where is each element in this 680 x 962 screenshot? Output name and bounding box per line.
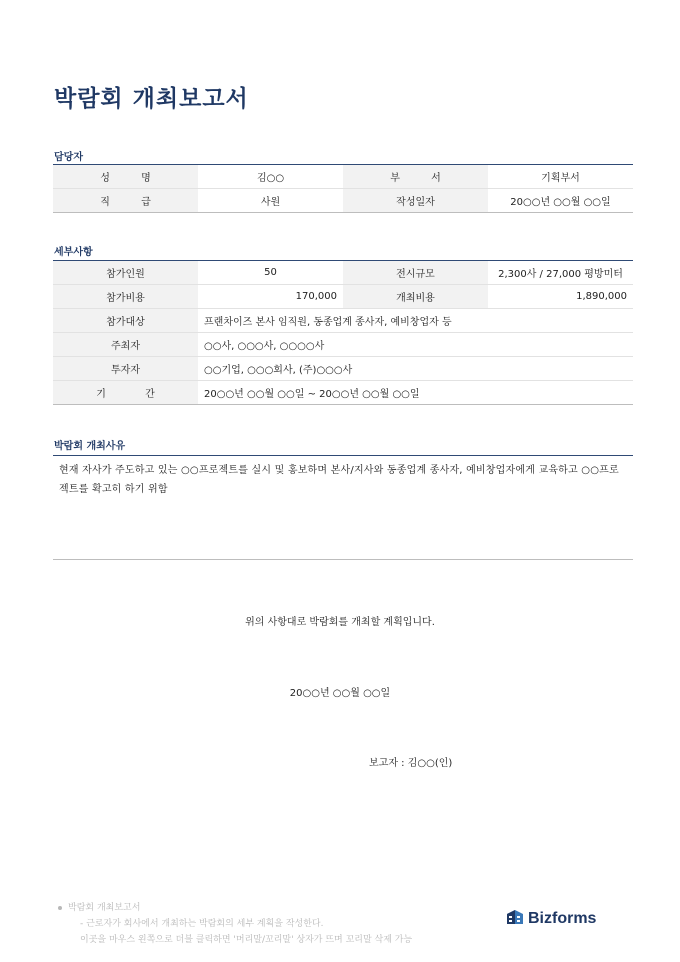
building-logo-icon bbox=[506, 909, 524, 929]
bullet-icon bbox=[58, 906, 62, 910]
participants-value: 50 bbox=[198, 261, 343, 285]
details-table bbox=[53, 260, 633, 405]
brand-name: Bizforms bbox=[528, 910, 597, 927]
name-label: 성 명 bbox=[53, 165, 198, 189]
reason-section-label: 박람회 개최사유 bbox=[54, 441, 126, 452]
host-label: 주최자 bbox=[53, 333, 198, 357]
department-label: 부 서 bbox=[343, 165, 488, 189]
scale-value: 2,300사 / 27,000 평방미터 bbox=[488, 261, 633, 285]
cost-value: 1,890,000 bbox=[488, 285, 633, 309]
investor-label: 투자자 bbox=[53, 357, 198, 381]
details-section-label: 세부사항 bbox=[54, 247, 93, 258]
table-row bbox=[53, 261, 633, 285]
target-value: 프랜차이즈 본사 임직원, 동종업계 종사자, 예비창업자 등 bbox=[198, 309, 633, 333]
reason-text: 현재 자사가 주도하고 있는 ○○프로젝트를 실시 및 홍보하며 본사/지사와 동종업계 종사자, 예비창업자에게 교육하고 ○○프로젝트를 확고히 하기 위함 bbox=[53, 455, 633, 560]
name-value: 김○○ bbox=[198, 165, 343, 189]
footer-instruction: 이곳을 마우스 왼쪽으로 더블 클릭하면 '머리말/꼬리말' 상자가 뜨며 꼬리말 삭제 가능 bbox=[80, 935, 413, 945]
report-date: 20○○년 ○○월 ○○일 bbox=[289, 688, 391, 699]
host-value: ○○사, ○○○사, ○○○○사 bbox=[198, 333, 633, 357]
contact-section-label: 담당자 bbox=[54, 152, 83, 163]
fee-value: 170,000 bbox=[198, 285, 343, 309]
footer-title: 박람회 개최보고서 bbox=[68, 903, 141, 913]
investor-value: ○○기업, ○○○회사, (주)○○○사 bbox=[198, 357, 633, 381]
table-row bbox=[53, 165, 633, 189]
period-value: 20○○년 ○○월 ○○일 ~ 20○○년 ○○월 ○○일 bbox=[198, 381, 633, 405]
brand-logo bbox=[506, 909, 596, 929]
date-written-label: 작성일자 bbox=[343, 189, 488, 213]
rank-value: 사원 bbox=[198, 189, 343, 213]
target-label: 참가대상 bbox=[53, 309, 198, 333]
participants-label: 참가인원 bbox=[53, 261, 198, 285]
document-title: 박람회 개최보고서 bbox=[54, 86, 249, 112]
footer-note[interactable] bbox=[58, 900, 412, 948]
contact-table bbox=[53, 164, 633, 213]
department-value: 기획부서 bbox=[488, 165, 633, 189]
reporter-signature: 보고자 : 김○○(인) bbox=[369, 758, 453, 769]
table-row bbox=[53, 357, 633, 381]
table-row bbox=[53, 189, 633, 213]
fee-label: 참가비용 bbox=[53, 285, 198, 309]
rank-label: 직 급 bbox=[53, 189, 198, 213]
table-row bbox=[53, 333, 633, 357]
date-written-value: 20○○년 ○○월 ○○일 bbox=[488, 189, 633, 213]
cost-label: 개최비용 bbox=[343, 285, 488, 309]
scale-label: 전시규모 bbox=[343, 261, 488, 285]
period-label: 기 간 bbox=[53, 381, 198, 405]
table-row bbox=[53, 309, 633, 333]
table-row bbox=[53, 381, 633, 405]
table-row bbox=[53, 285, 633, 309]
statement-text: 위의 사항대로 박람회를 개최할 계획입니다. bbox=[245, 617, 435, 628]
footer-description: - 근로자가 회사에서 개최하는 박람회의 세부 계획을 작성한다. bbox=[80, 919, 324, 929]
